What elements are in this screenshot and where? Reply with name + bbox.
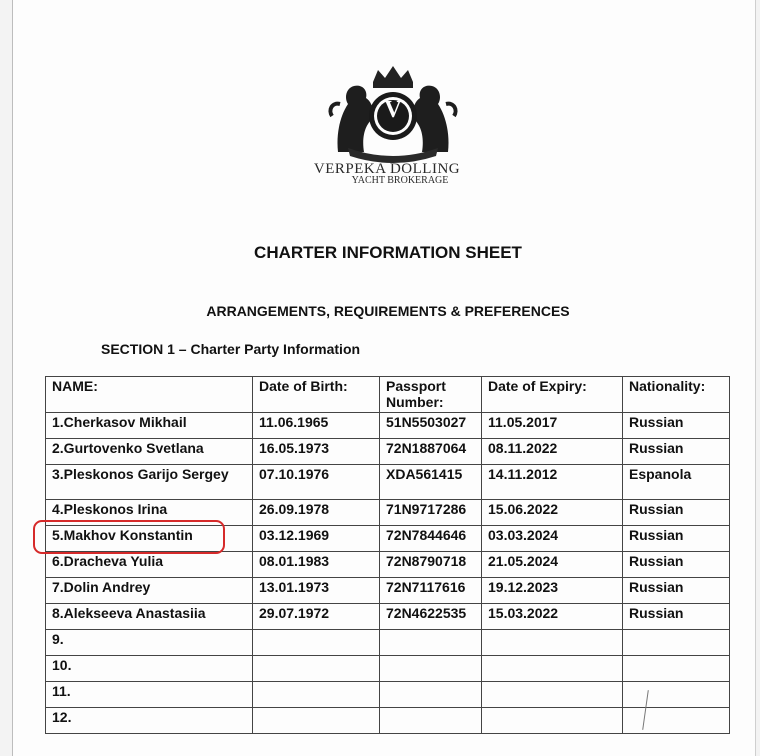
cell-name: 4.Pleskonos Irina [46, 500, 253, 526]
table-row [46, 682, 730, 708]
cell-nationality: Russian [623, 604, 730, 630]
cell-expiry: 14.11.2012 [482, 465, 623, 500]
cell-expiry: 08.11.2022 [482, 439, 623, 465]
cell-expiry [482, 682, 623, 708]
table-row [46, 656, 730, 682]
table-row [46, 552, 730, 578]
cell-expiry: 15.03.2022 [482, 604, 623, 630]
cell-dob: 07.10.1976 [253, 465, 380, 500]
cell-nationality [623, 656, 730, 682]
cell-passport: 72N7117616 [380, 578, 482, 604]
cell-dob [253, 656, 380, 682]
cell-passport: 51N5503027 [380, 413, 482, 439]
cell-name: 5.Makhov Konstantin [46, 526, 253, 552]
cell-name: 9. [46, 630, 253, 656]
header-name: NAME: [46, 377, 253, 413]
cell-passport [380, 708, 482, 734]
cell-name: 7.Dolin Andrey [46, 578, 253, 604]
table-row [46, 439, 730, 465]
cell-passport: 72N1887064 [380, 439, 482, 465]
cell-expiry: 19.12.2023 [482, 578, 623, 604]
cell-expiry: 21.05.2024 [482, 552, 623, 578]
cell-dob: 03.12.1969 [253, 526, 380, 552]
cell-name: 8.Alekseeva Anastasiia [46, 604, 253, 630]
table-row [46, 630, 730, 656]
section-heading: SECTION 1 – Charter Party Information [101, 341, 361, 357]
table-row [46, 604, 730, 630]
cell-expiry: 03.03.2024 [482, 526, 623, 552]
page-title: CHARTER INFORMATION SHEET [254, 243, 522, 262]
cell-name: 2.Gurtovenko Svetlana [46, 439, 253, 465]
cell-expiry [482, 656, 623, 682]
cell-nationality: Russian [623, 526, 730, 552]
cell-nationality [623, 682, 730, 708]
cell-name: 3.Pleskonos Garijo Sergey [46, 465, 253, 500]
cell-nationality [623, 708, 730, 734]
cell-nationality [623, 630, 730, 656]
cell-passport [380, 630, 482, 656]
cell-dob [253, 682, 380, 708]
cell-nationality: Russian [623, 578, 730, 604]
header-date-of-birth: Date of Birth: [253, 377, 380, 413]
cell-name: 11. [46, 682, 253, 708]
cell-dob: 16.05.1973 [253, 439, 380, 465]
cell-dob [253, 630, 380, 656]
logo-monogram: V [384, 97, 402, 123]
red-circle-annotation [33, 520, 225, 554]
cell-dob: 11.06.1965 [253, 413, 380, 439]
cell-passport: 72N8790718 [380, 552, 482, 578]
cell-expiry [482, 708, 623, 734]
header-nationality: Nationality: [623, 377, 730, 413]
cell-name: 10. [46, 656, 253, 682]
cell-dob: 29.07.1972 [253, 604, 380, 630]
cell-expiry: 11.05.2017 [482, 413, 623, 439]
table-row [46, 708, 730, 734]
table-row [46, 413, 730, 439]
cell-nationality: Russian [623, 413, 730, 439]
cell-expiry: 15.06.2022 [482, 500, 623, 526]
cell-nationality: Espanola [623, 465, 730, 500]
cell-passport: XDA561415 [380, 465, 482, 500]
cell-passport [380, 656, 482, 682]
cell-dob: 08.01.1983 [253, 552, 380, 578]
cell-nationality: Russian [623, 500, 730, 526]
brand-name: VERPEKA DOLLING [313, 161, 461, 177]
cell-nationality: Russian [623, 552, 730, 578]
charter-party-table [45, 376, 730, 734]
page-subtitle: ARRANGEMENTS, REQUIREMENTS & PREFERENCES [206, 303, 570, 319]
cell-dob: 13.01.1973 [253, 578, 380, 604]
cell-passport: 71N9717286 [380, 500, 482, 526]
cell-passport: 72N4622535 [380, 604, 482, 630]
cell-dob [253, 708, 380, 734]
header-date-of-expiry: Date of Expiry: [482, 377, 623, 413]
cell-passport [380, 682, 482, 708]
cell-expiry [482, 630, 623, 656]
header-passport-number: Passport Number: [380, 377, 482, 413]
table-header-row [46, 377, 730, 413]
cell-name: 6.Dracheva Yulia [46, 552, 253, 578]
table-row [46, 465, 730, 500]
brand-subtitle: YACHT BROKERAGE [351, 175, 449, 186]
cell-dob: 26.09.1978 [253, 500, 380, 526]
table-row [46, 578, 730, 604]
cell-passport: 72N7844646 [380, 526, 482, 552]
cell-name: 12. [46, 708, 253, 734]
cell-nationality: Russian [623, 439, 730, 465]
cell-name: 1.Cherkasov Mikhail [46, 413, 253, 439]
